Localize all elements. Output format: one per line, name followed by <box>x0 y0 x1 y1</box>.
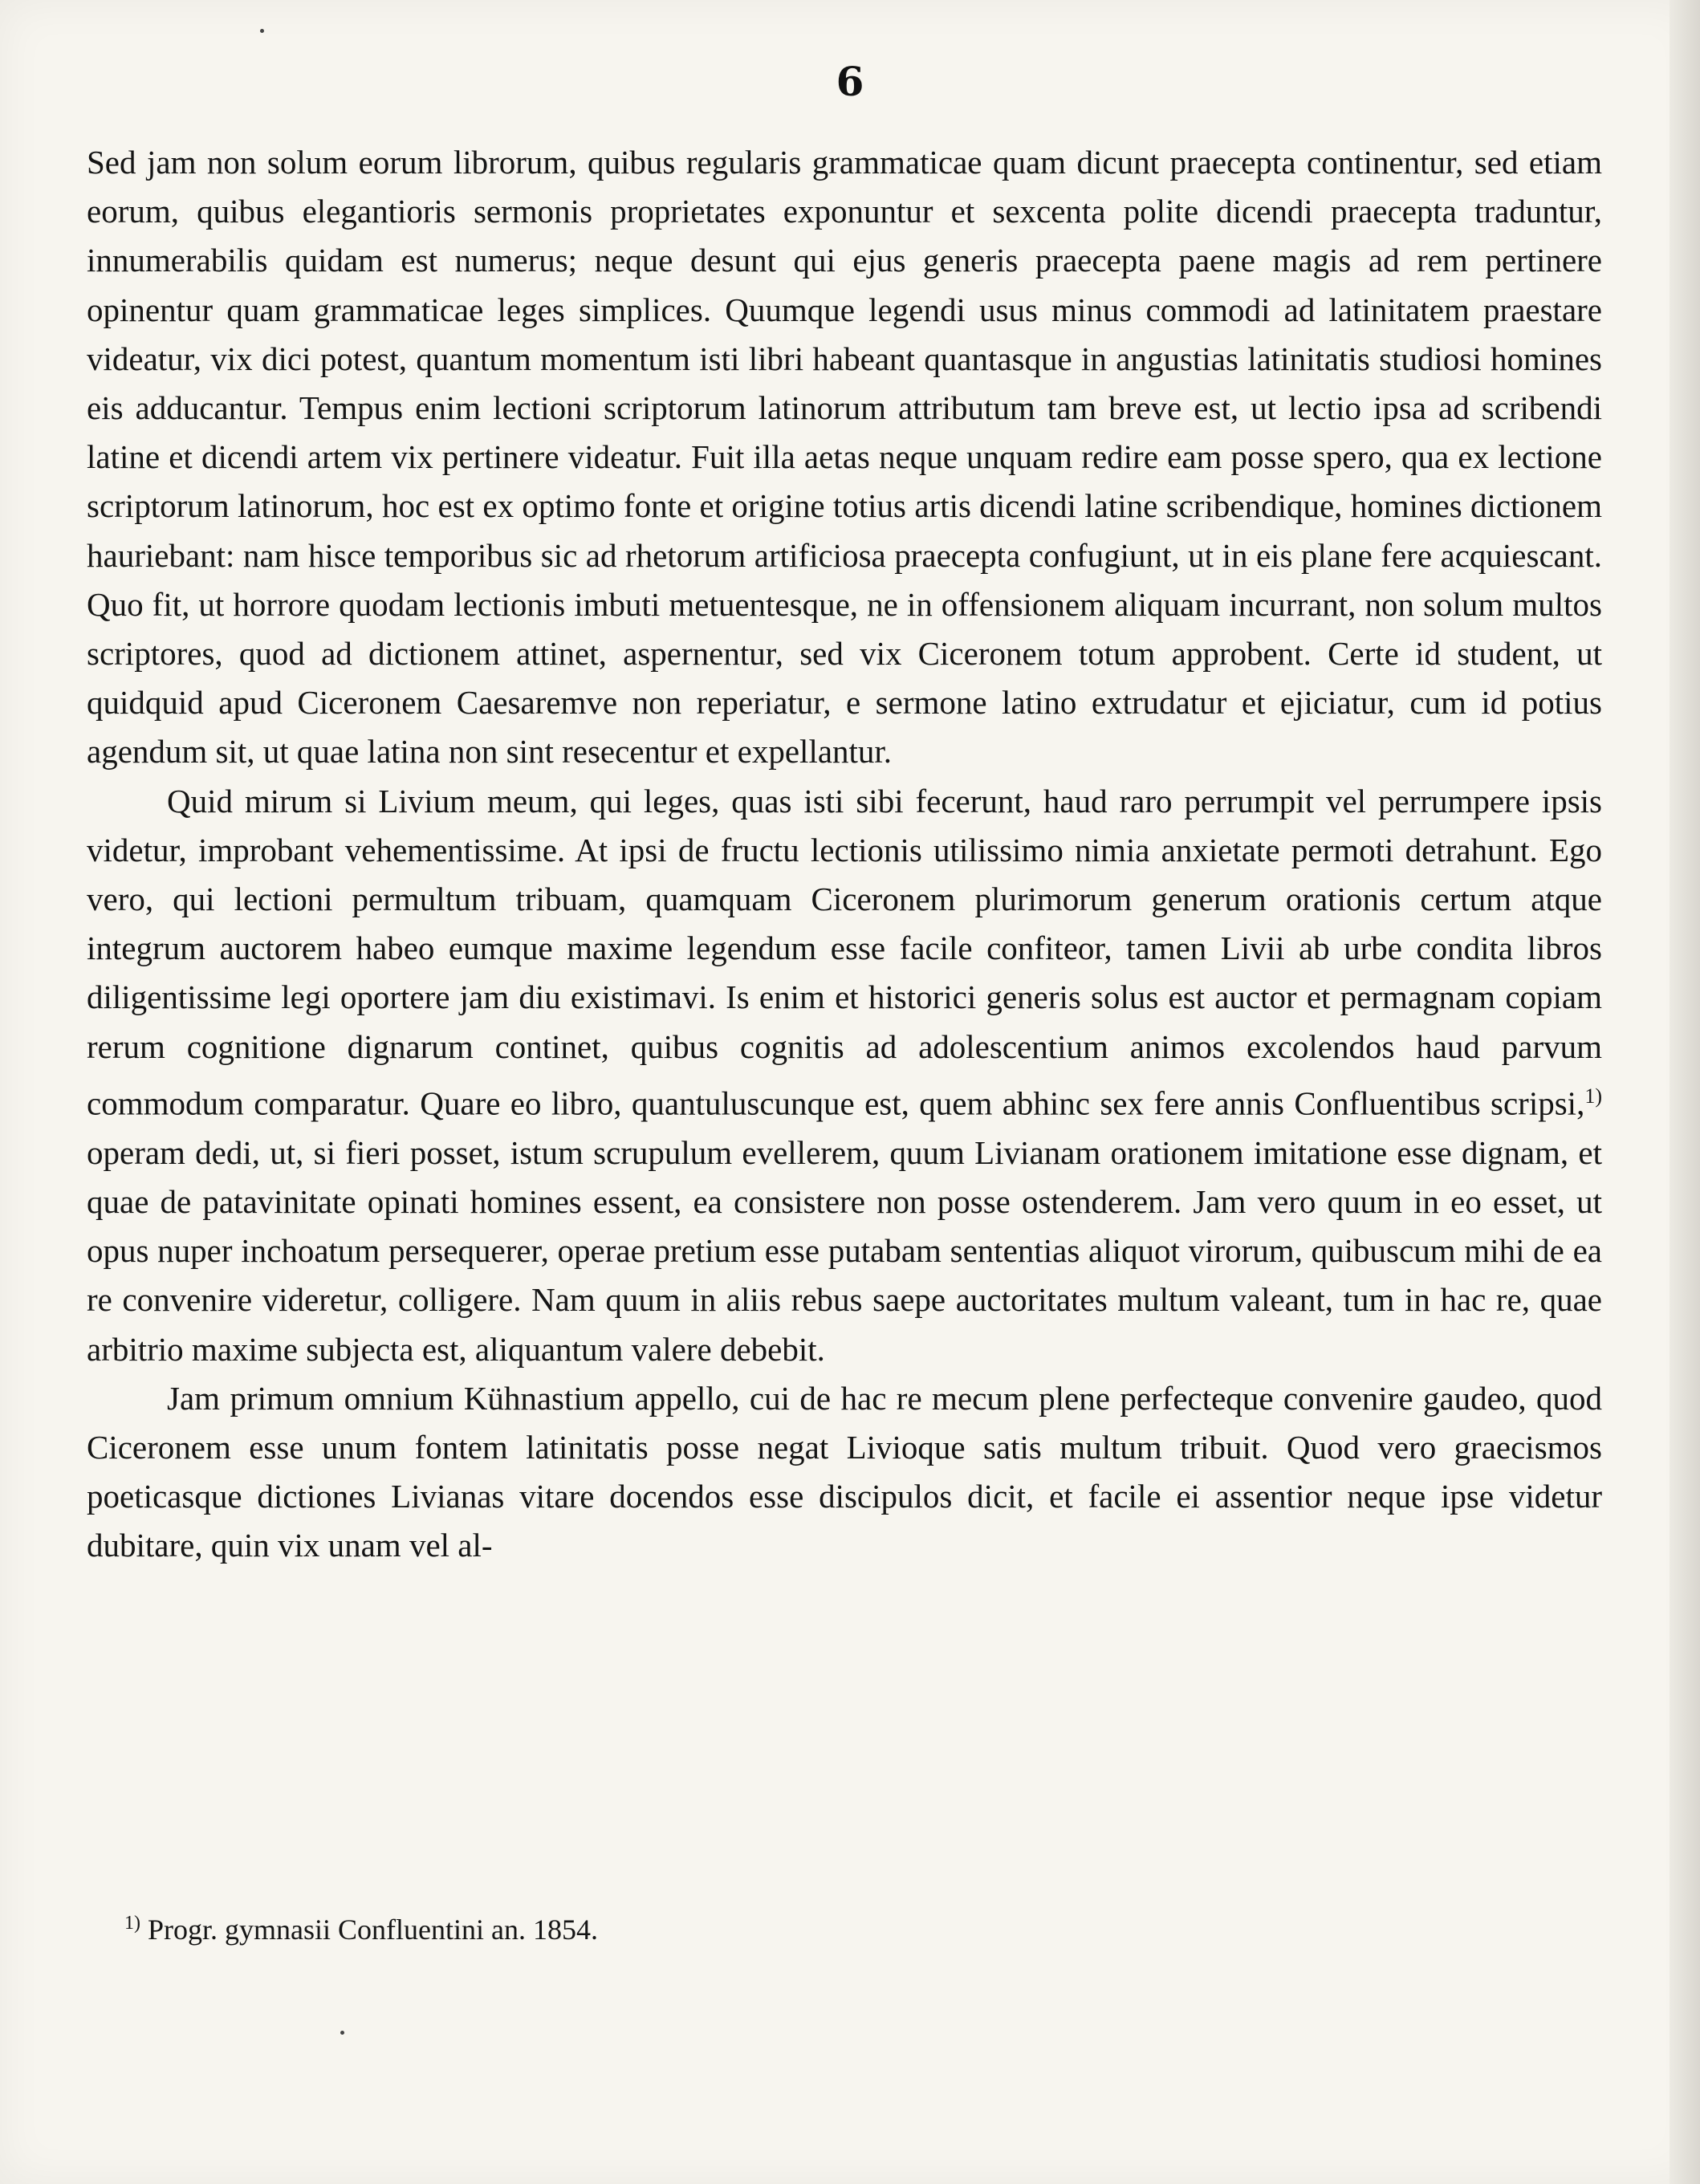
paragraph-2-text-after: operam dedi, ut, si fieri posset, istum scrupulum evellerem, quum Livianam orationem imitatione esse dignam, et quae de patavinitate opinati homines essent, ea consistere non posse ostenderem. Jam vero quum in eo esset, ut opus nuper inchoatum persequerer, operae pretium esse putabam sententias aliquot virorum, quibuscum mihi de ea re convenire videretur, colligere. Nam quum in aliis rebus saepe auctoritates multum valeant, tum in hac re, quae arbitrio maxime subjecta est, aliquantum valere debebit. <box>87 1133 1602 1368</box>
paragraph-2-text-before: Quid mirum si Livium meum, qui leges, quas isti sibi fecerunt, haud raro perrumpit vel perrumpere ipsis videtur, improbant vehementissime. At ipsi de fructu lectionis utilissimo nimia anxietate permoti detrahunt. Ego vero, qui lectioni permultum tribuam, quamquam Ciceronem plurimorum generum orationis certum atque integrum auctorem habeo eumque maxime legendum esse facile confiteor, tamen Livii ab urbe condita libros diligentissime legi oportere jam diu existimavi. Is enim et historici generis solus est auctor et permagnam copiam rerum cognitione dignarum continet, quibus cognitis ad adolescentium animos excolendos haud parvum commodum comparatur. Quare eo libro, quantuluscunque est, quem abhinc sex fere annis Confluentibus scripsi, <box>87 782 1602 1122</box>
page-number: 6 <box>836 58 864 105</box>
ink-speck <box>260 29 264 33</box>
footnote <box>124 1913 1409 1946</box>
footnote-reference: 1) <box>1584 1084 1602 1108</box>
footnote-mark: 1) <box>124 1913 140 1934</box>
main-text <box>87 138 1602 1571</box>
footnote-text: Progr. gymnasii Confluentini an. 1854. <box>140 1914 598 1946</box>
page-edge-shadow <box>1669 0 1700 2184</box>
paragraph-2 <box>87 777 1602 1374</box>
paragraph-3: Jam primum omnium Kühnastium appello, cui de hac re mecum plene perfecteque convenire gaudeo, quod Ciceronem esse unum fontem latinitatis posse negat Livioque satis multum tribuit. Quod vero graecismos poeticasque dictiones Livianas vitare docendos esse discipulos dicit, et facile ei assentior neque ipse videtur dubitare, quin vix unam vel al- <box>87 1379 1602 1564</box>
paragraph-1: Sed jam non solum eorum librorum, quibus regularis grammaticae quam dicunt praecepta continentur, sed etiam eorum, quibus elegantioris sermonis proprietates exponuntur et sexcenta polite dicendi praecepta traduntur, innumerabilis quidam est numerus; neque desunt qui ejus generis praecepta paene magis ad rem pertinere opinentur quam grammaticae leges simplices. Quumque legendi usus minus commodi ad latinitatem praestare videatur, vix dici potest, quantum momentum isti libri habeant quantasque in angustias latinitatis studiosi homines eis adducantur. Tempus enim lectioni scriptorum latinorum attributum tam breve est, ut lectio ipsa ad scribendi latine et dicendi artem vix pertinere videatur. Fuit illa aetas neque unquam redire eam posse spero, qua ex lectione scriptorum latinorum, hoc est ex optimo fonte et origine totius artis dicendi latine scribendique, homines dictionem hauriebant: nam hisce temporibus sic ad rhetorum artificiosa praecepta confugiunt, ut in eis plane fere acquiescant. Quo fit, ut horrore quodam lectionis imbuti metuentesque, ne in offensionem aliquam incurrant, non solum multos scriptores, quod ad dictionem attinet, aspernentur, sed vix Ciceronem totum approbent. Certe id student, ut quidquid apud Ciceronem Caesaremve non reperiatur, e sermone latino extrudatur et ejiciatur, cum id potius agendum sit, ut quae latina non sint resecentur et expellantur. <box>87 144 1602 771</box>
ink-speck <box>340 2031 344 2035</box>
